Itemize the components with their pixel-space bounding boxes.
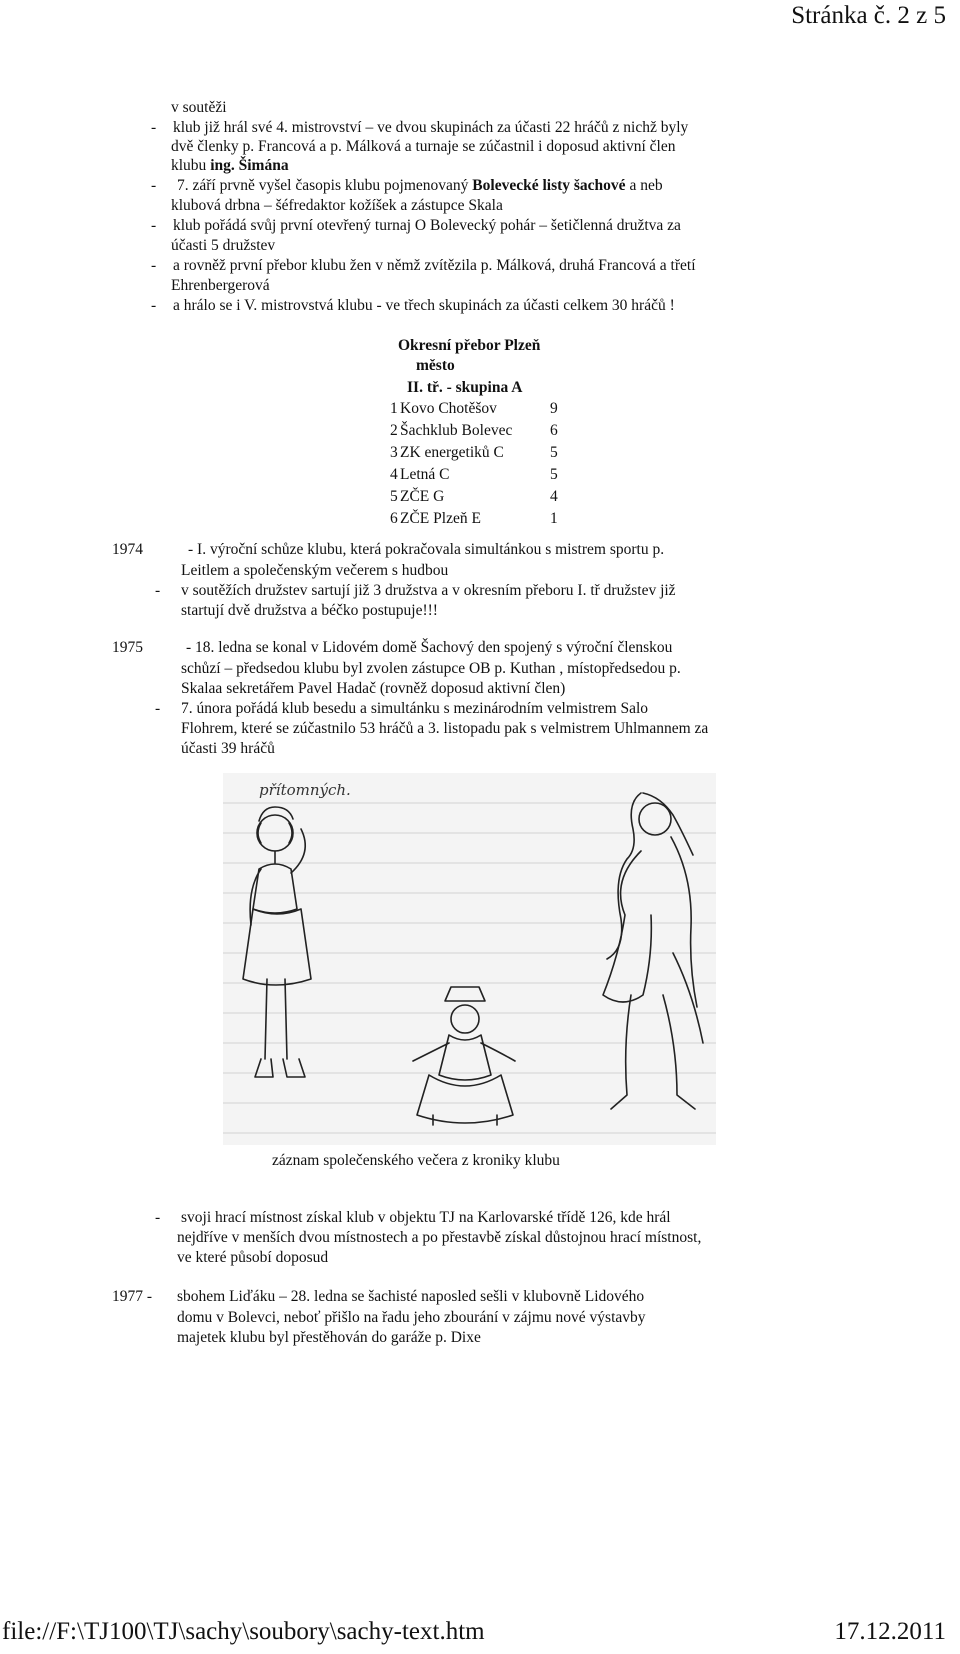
- text-line: Flohrem, které se zúčastnilo 53 hráčů a 3. listopadu pak s velmistrem Uhlmannem za: [181, 720, 709, 737]
- bullet-dash: -: [151, 297, 157, 314]
- standings-position: 6: [390, 510, 398, 527]
- bullet-dash: -: [151, 177, 157, 194]
- standings-points: 4: [550, 488, 558, 505]
- text-line: 7. února pořádá klub besedu a simultánku s mezinárodním velmistrem Salo: [181, 700, 649, 717]
- text-line: Ehrenbergerová: [171, 277, 270, 294]
- standings-row: [390, 400, 570, 422]
- standings-points: 6: [550, 422, 558, 439]
- page-number-header: Stránka č. 2 z 5: [791, 2, 946, 29]
- text-line: - 18. ledna se konal v Lidovém domě Šachový den spojený s výroční členskou: [186, 639, 673, 656]
- standings-points: 1: [550, 510, 558, 527]
- standings-title-2: město: [416, 357, 455, 374]
- standings-team: ZČE Plzeň E: [400, 510, 481, 527]
- text-line: klub již hrál své 4. mistrovství – ve dvou skupinách za účasti 22 hráčů z nichž byly: [173, 119, 689, 136]
- text-line: účasti 5 družstev: [171, 237, 276, 254]
- standings-row: [390, 488, 570, 510]
- text-line: sbohem Liďáku – 28. ledna se šachisté naposled sešli v klubovně Lidového: [177, 1288, 645, 1305]
- standings-position: 5: [390, 488, 398, 505]
- standings-position: 2: [390, 422, 398, 439]
- text-line: - I. výroční schůze klubu, která pokračovala simultánkou s mistrem sportu p.: [188, 541, 665, 558]
- bullet-dash: -: [151, 217, 157, 234]
- standings-row: [390, 510, 570, 532]
- standings-row: [390, 444, 570, 466]
- footer-date: 17.12.2011: [834, 1618, 946, 1645]
- standings-position: 4: [390, 466, 398, 483]
- intro-line: v soutěži: [171, 99, 227, 116]
- standings-subtitle: II. tř. - skupina A: [407, 379, 523, 396]
- bullet-dash: -: [151, 119, 157, 136]
- text-line: schůzí – předsedou klubu byl zvolen zástupce OB p. Kuthan , místopředsedou p.: [181, 660, 681, 677]
- bullet-dash: -: [155, 582, 161, 599]
- text-line: klubu ing. Šimána: [171, 157, 289, 174]
- year-label: 1975: [112, 639, 143, 656]
- handwritten-note: přítomných.: [259, 781, 351, 799]
- year-label: 1974: [112, 541, 143, 558]
- text-line: a hrálo se i V. mistrovstvá klubu - ve třech skupinách za účasti celkem 30 hráčů !: [173, 297, 675, 314]
- text-line: majetek klubu byl přestěhován do garáže p. Dixe: [177, 1329, 481, 1346]
- bullet-dash: -: [155, 1209, 161, 1226]
- standings-position: 1: [390, 400, 398, 417]
- text-line: svoji hrací místnost získal klub v objektu TJ na Karlovarské třídě 126, kde hrál: [181, 1209, 671, 1226]
- chronicle-illustration: [223, 773, 716, 1145]
- text-line: Leitlem a společenským večerem s hudbou: [181, 562, 449, 579]
- standings-points: 5: [550, 444, 558, 461]
- text-line: dvě členky p. Francová a p. Málková a turnaje se zúčastnil i doposud aktivní člen: [171, 138, 676, 155]
- bullet-dash: -: [151, 257, 157, 274]
- footer-file-path: file://F:\TJ100\TJ\sachy\soubory\sachy-text.htm: [2, 1618, 485, 1645]
- standings-team: Šachklub Bolevec: [400, 422, 513, 439]
- text-line: domu v Bolevci, neboť přišlo na řadu jeho zbourání v zájmu nové výstavby: [177, 1309, 646, 1326]
- text-line: startují dvě družstva a béčko postupuje!!!: [181, 602, 438, 619]
- text-line: ve které působí doposud: [177, 1249, 329, 1266]
- text-line: nejdříve v menších dvou místnostech a po přestavbě získal důstojnou hrací místnost,: [177, 1229, 702, 1246]
- standings-points: 5: [550, 466, 558, 483]
- text-line: účasti 39 hráčů: [181, 740, 275, 757]
- sketch-drawing: [223, 773, 716, 1145]
- standings-team: Kovo Chotěšov: [400, 400, 497, 417]
- standings-team: Letná C: [400, 466, 450, 483]
- standings-table: [390, 400, 570, 532]
- illustration-caption: záznam společenského večera z kroniky klubu: [272, 1152, 560, 1169]
- year-label: 1977 -: [112, 1288, 153, 1305]
- bullet-dash: -: [155, 700, 161, 717]
- text-line: klub pořádá svůj první otevřený turnaj O Bolevecký pohár – šetičlenná družtva za: [173, 217, 681, 234]
- standings-row: [390, 466, 570, 488]
- text-line: klubová drbna – šéfredaktor kožíšek a zástupce Skala: [171, 197, 503, 214]
- standings-row: [390, 422, 570, 444]
- standings-title: Okresní přebor Plzeň: [398, 337, 541, 354]
- text-line: a rovněž první přebor klubu žen v němž zvítězila p. Málková, druhá Francová a třetí: [173, 257, 696, 274]
- text-line: v soutěžích družstev sartují již 3 družstva a v okresním přeboru I. tř družstev již: [181, 582, 676, 599]
- standings-team: ZK energetiků C: [400, 444, 504, 461]
- standings-team: ZČE G: [400, 488, 445, 505]
- standings-position: 3: [390, 444, 398, 461]
- standings-points: 9: [550, 400, 558, 417]
- text-line: 7. září prvně vyšel časopis klubu pojmenovaný Bolevecké listy šachové a neb: [177, 177, 663, 194]
- text-line: Skalaa sekretářem Pavel Hadač (rovněž doposud aktivní člen): [181, 680, 566, 697]
